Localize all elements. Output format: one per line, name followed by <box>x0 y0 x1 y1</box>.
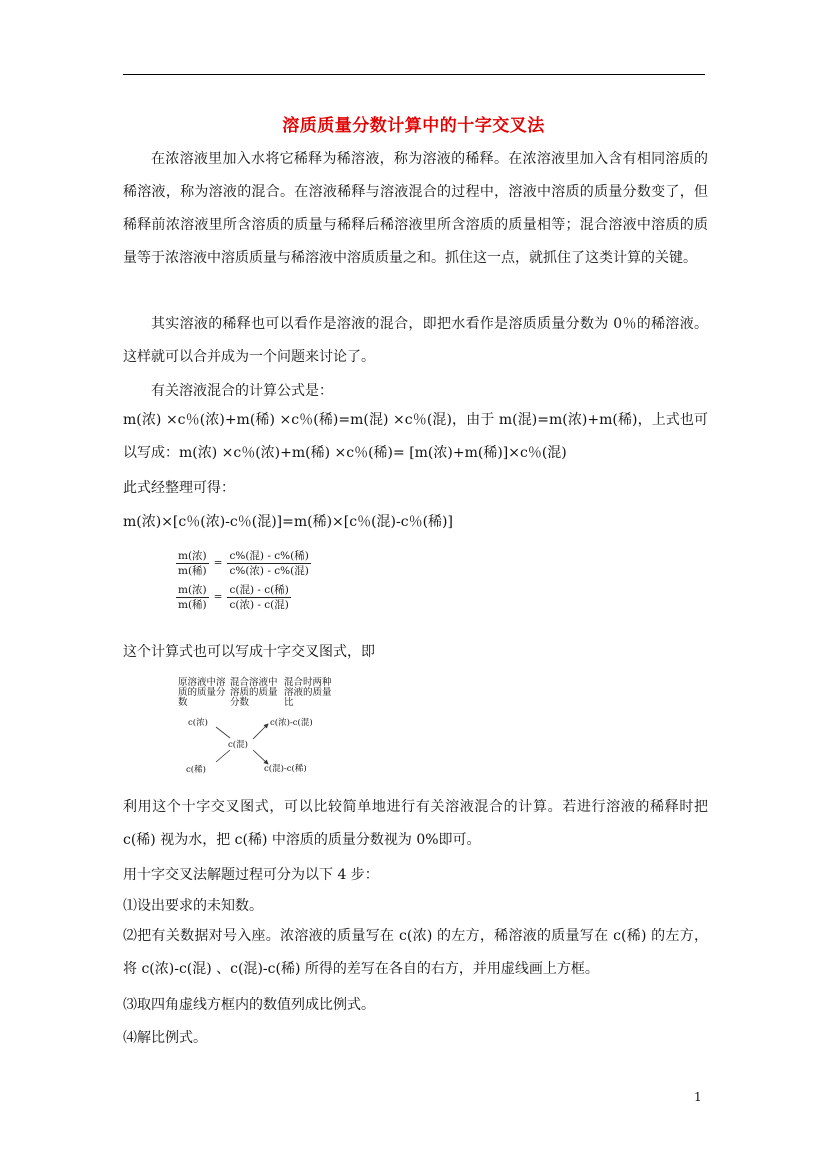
paragraph-formula-intro: 有关溶液混合的计算公式是： <box>151 383 333 399</box>
derive-text: 此式经整理可得： <box>123 480 235 496</box>
page-number: 1 <box>694 1090 702 1104</box>
paragraph-dilution: 在浓溶液里加入水将它稀释为稀溶液，称为溶液的稀释。在浓溶液里加入含有相同溶质的稀溶液，称为溶液的混合。在溶液稀释与溶液混合的过程中，溶液中溶质的质量分数变了，但稀释前浓溶液里所含溶质的质量与稀释后稀溶液里所含溶质的质量相等；混合溶液中溶质的质量等于浓溶液中溶质质量与稀溶液中溶质质量之和。抓住这一点，就抓住了这类计算的关键。 <box>123 151 708 266</box>
cross-diagram <box>176 678 336 778</box>
formula-mixing: m(浓) ×c％(浓)+m(稀) ×c％(稀)=m(混) ×c％(混)，由于 m(混)=m(浓)+m(稀)，上式也可以写成：m(浓) ×c％(浓)+m(稀) ×c％(稀)= [m(浓)+m(稀)]×c％(混) <box>123 412 708 461</box>
fraction-formulas <box>176 546 311 614</box>
arrow-line <box>253 750 268 764</box>
step-1: ⑴设出要求的未知数。 <box>123 898 263 914</box>
arrow-line <box>216 750 230 762</box>
header-rule <box>123 74 705 75</box>
step-4: ⑷解比例式。 <box>123 1030 207 1046</box>
label-c-conc: c(浓) <box>188 718 208 728</box>
header-ratio: 混合时两种溶液的质量比 <box>284 677 332 708</box>
page-title: 溶质质量分数计算中的十字交叉法 <box>282 116 545 136</box>
header-mixed: 混合溶液中溶质的质量分数 <box>230 677 278 708</box>
label-c-mix: c(混) <box>228 740 248 750</box>
cross-arrows <box>176 678 336 778</box>
header-original: 原溶液中溶质的质量分数 <box>178 677 226 708</box>
steps-intro: 用十字交叉法解题过程可分为以下 4 步： <box>123 867 379 883</box>
paragraph-usage: 利用这个十字交叉图式，可以比较简单地进行有关溶液混合的计算。若进行溶液的稀释时把 c(稀) 视为水，把 c(稀) 中溶质的质量分数视为 0%即可。 <box>123 799 708 848</box>
label-c-dil: c(稀) <box>186 765 206 775</box>
paragraph-mixing: 其实溶液的稀释也可以看作是溶液的混合，即把水看作是溶质质量分数为 0％的稀溶液。这样就可以合并成为一个问题来讨论了。 <box>123 316 708 365</box>
step-3: ⑶取四角虚线方框内的数值列成比例式。 <box>123 997 375 1013</box>
fraction-row: m(浓) m(稀) = c(混) - c(稀) c(浓) - c(混) <box>178 583 289 611</box>
label-diff-bottom: c(混)-c(稀) <box>264 764 307 774</box>
fraction-row: m(浓) m(稀) = c%(混) - c%(稀) c%(浓) - c%(混) <box>178 549 309 577</box>
formula-derived: m(浓)×[c％(浓)-c％(混)]=m(稀)×[c％(混)-c％(稀)] <box>123 514 453 530</box>
arrow-line <box>216 727 230 738</box>
cross-intro-text: 这个计算式也可以写成十字交叉图式，即 <box>123 644 375 660</box>
arrow-line <box>253 724 268 739</box>
step-2: ⑵把有关数据对号入座。浓溶液的质量写在 c(浓) 的左方，稀溶液的质量写在 c(稀) 的左方，将 c(浓)-c(混) 、c(混)-c(稀) 所得的差写在各自的右方，并用虚线画上方框。 <box>123 928 708 977</box>
label-diff-top: c(浓)-c(混) <box>270 718 313 728</box>
